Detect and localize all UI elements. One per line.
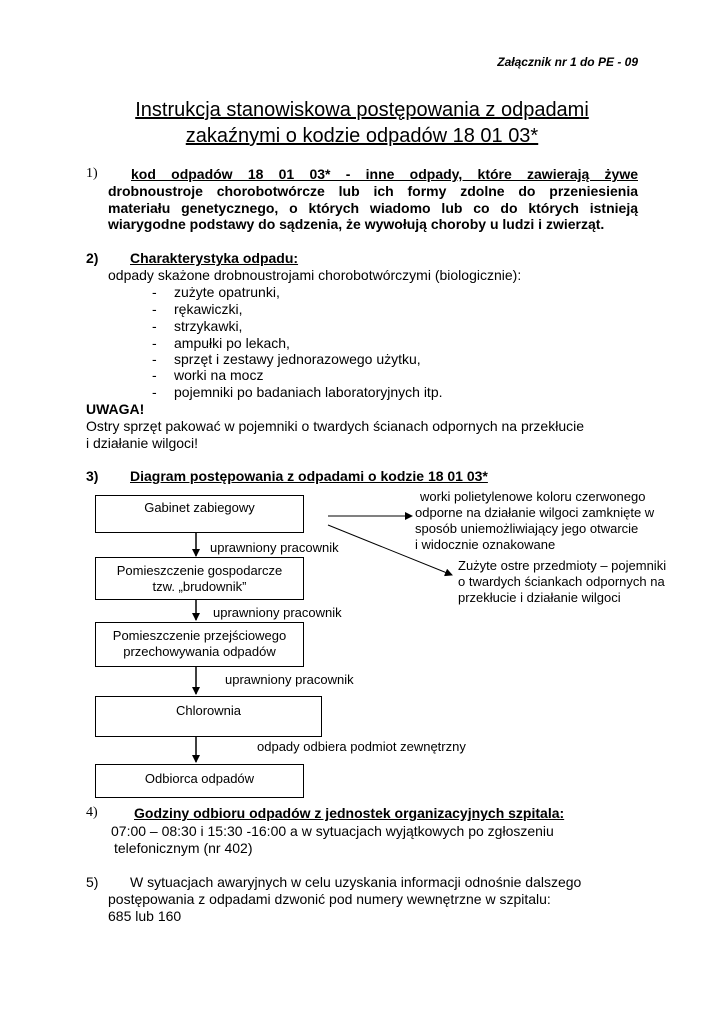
list-dash: - (152, 335, 157, 351)
arrow-label-1: uprawniony pracownik (210, 540, 339, 555)
box-przechowywania (95, 622, 304, 667)
warning-line-2: i działanie wilgoci! (86, 435, 199, 451)
section-5-number: 5) (86, 874, 99, 890)
section-5-line-3: 685 lub 160 (108, 908, 182, 924)
section-5-line-1: W sytuacjach awaryjnych w celu uzyskania informacji odnośnie dalszego (130, 874, 582, 890)
arrow-label-4: odpady odbiera podmiot zewnętrzny (257, 739, 466, 754)
box-przechowywania-line-1: Pomieszczenie przejściowego (112, 628, 287, 643)
note-2-line-2: o twardych ściankach odpornych na (458, 574, 665, 589)
warning-label: UWAGA! (86, 401, 145, 417)
section-3-number: 3) (86, 468, 99, 484)
note-2-line-1: Zużyte ostre przedmioty – pojemniki (458, 558, 667, 573)
annex-label: Załącznik nr 1 do PE - 09 (497, 55, 638, 69)
box-brudownik (95, 557, 304, 600)
note-1-line-1: worki polietylenowe koloru czerwonego (420, 489, 646, 504)
section-4-heading: Godziny odbioru odpadów z jednostek organizacyjnych szpitala: (134, 805, 565, 821)
section-1-number: 1) (86, 166, 98, 181)
box-gabinet-label: Gabinet zabiegowy (144, 500, 255, 515)
section-2-number: 2) (86, 250, 99, 266)
list-dash: - (152, 284, 157, 300)
list-dash: - (152, 384, 157, 400)
note-1-line-4: i widocznie oznakowane (415, 537, 556, 552)
page-title-line-2: zakaźnymi o kodzie odpadów 18 01 03* (185, 125, 539, 147)
box-chlorownia-label: Chlorownia (175, 703, 242, 718)
note-1-line-3: sposób uniemożliwiający jego otwarcie (415, 521, 639, 536)
arrow-label-3: uprawniony pracownik (225, 672, 354, 687)
note-1-line-2: odporne na działanie wilgoci zamknięte w (415, 505, 655, 520)
list-dash: - (152, 318, 157, 334)
list-item: rękawiczki, (174, 301, 243, 317)
list-dash: - (152, 351, 157, 367)
arrow-label-2: uprawniony pracownik (213, 605, 342, 620)
section-4-number: 4) (86, 805, 98, 820)
section-1-line-4: wiarygodne podstawy do sądzenia, że wywołują choroby u ludzi i zwierząt. (108, 216, 605, 232)
list-item: zużyte opatrunki, (174, 284, 280, 300)
list-item: worki na mocz (174, 367, 264, 383)
section-3-heading: Diagram postępowania z odpadami o kodzie 18 01 03* (130, 468, 488, 484)
box-brudownik-line-2: tzw. „brudownik” (152, 579, 247, 594)
section-5-line-2: postępowania z odpadami dzwonić pod numery wewnętrzne w szpitalu: (108, 891, 551, 907)
box-chlorownia (95, 696, 322, 737)
box-odbiorca-label: Odbiorca odpadów (144, 771, 255, 786)
list-item: ampułki po lekach, (174, 335, 290, 351)
section-4-line-2: telefonicznym (nr 402) (114, 840, 253, 856)
list-dash: - (152, 301, 157, 317)
box-gabinet (95, 495, 304, 533)
section-1-code: kod odpadów 18 01 03* - inne odpady, które zawierają żywe (131, 166, 638, 182)
note-2-line-3: przekłucie i działanie wilgoci (458, 590, 621, 605)
box-odbiorca (95, 764, 304, 798)
section-1-line-3: materiału genetycznego, o których wiadomo lub co do których istnieją (108, 200, 638, 216)
section-1-line-2: drobnoustroje chorobotwórcze lub ich formy zdolne do przeniesienia (108, 183, 638, 199)
list-item: pojemniki po badaniach laboratoryjnych itp. (174, 384, 443, 400)
section-4-line-1: 07:00 – 08:30 i 15:30 -16:00 a w sytuacjach wyjątkowych po zgłoszeniu (111, 823, 554, 839)
box-brudownik-line-1: Pomieszczenie gospodarcze (116, 563, 283, 578)
list-item: strzykawki, (174, 318, 243, 334)
warning-line-1: Ostry sprzęt pakować w pojemniki o twardych ścianach odpornych na przekłucie (86, 418, 585, 434)
section-2-heading: Charakterystyka odpadu: (130, 250, 299, 266)
list-item: sprzęt i zestawy jednorazowego użytku, (174, 351, 421, 367)
page-title-line-1: Instrukcja stanowiskowa postępowania z odpadami (135, 99, 589, 121)
box-przechowywania-line-2: przechowywania odpadów (123, 644, 276, 659)
list-dash: - (152, 367, 157, 383)
section-2-intro: odpady skażone drobnoustrojami chorobotwórczymi (biologicznie): (108, 267, 522, 283)
